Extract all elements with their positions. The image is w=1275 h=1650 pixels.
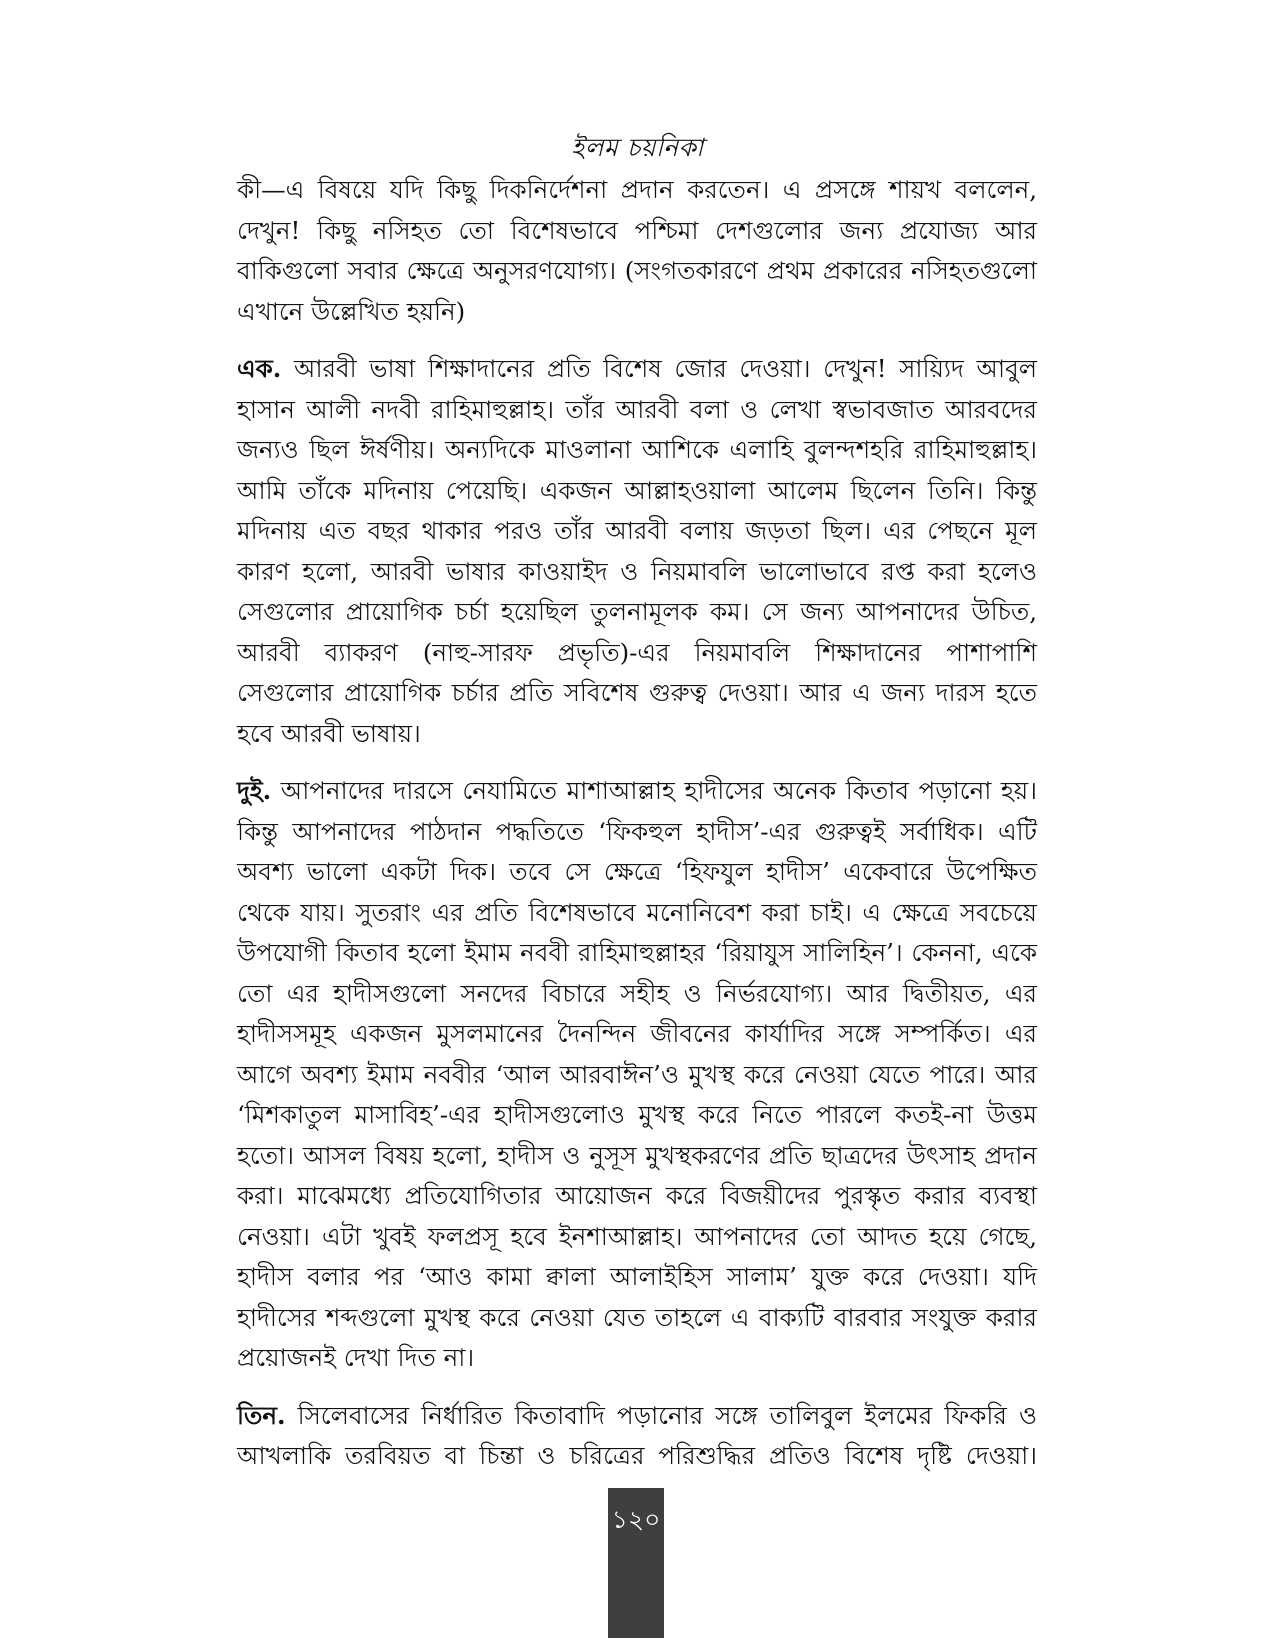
paragraph-one	[237, 349, 1037, 754]
paragraph-one-label: এক.	[237, 354, 282, 383]
paragraph-two-text: আপনাদের দারসে নেযামিতে মাশাআল্লাহ হাদীসের অনেক কিতাব পড়ানো হয়। কিন্তু আপনাদের পাঠদান পদ্ধতিতে ‘ফিকহুল হাদীস’-এর গুরুত্বই সর্বাধিক। এটি অবশ্য ভালো একটা দিক। তবে সে ক্ষেত্রে ‘হিফযুল হাদীস’ একেবারে উপেক্ষিত থেকে যায়। সুতরাং এর প্রতি বিশেষভাবে মনোনিবেশ করা চাই। এ ক্ষেত্রে সবচেয়ে উপযোগী কিতাব হলো ইমাম নববী রাহিমাহুল্লাহর ‘রিয়াযুস সালিহিন’। কেননা, একে তো এর হাদীসগুলো সনদের বিচারে সহীহ ও নির্ভরযোগ্য। আর দ্বিতীয়ত, এর হাদীসসমূহ একজন মুসলমানের দৈনন্দিন জীবনের কার্যাদির সঙ্গে সম্পর্কিত। এর আগে অবশ্য ইমাম নববীর ‘আল আরবাঈন’ও মুখস্থ করে নেওয়া যেতে পারে। আর ‘মিশকাতুল মাসাবিহ’-এর হাদীসগুলোও মুখস্থ করে নিতে পারলে কতই-না উত্তম হতো। আসল বিষয় হলো, হাদীস ও নুসূস মুখস্থকরণের প্রতি ছাত্রদের উৎসাহ প্রদান করা। মাঝেমধ্যে প্রতিযোগিতার আয়োজন করে বিজয়ীদের পুরস্কৃত করার ব্যবস্থা নেওয়া। এটা খুবই ফলপ্রসূ হবে ইনশাআল্লাহ। আপনাদের তো আদত হয়ে গেছে, হাদীস বলার পর ‘আও কামা ক্বালা আলাইহিস সালাম’ যুক্ত করে দেওয়া। যদি হাদীসের শব্দগুলো মুখস্থ করে নেওয়া যেত তাহলে এ বাক্যটি বারবার সংযুক্ত করার প্রয়োজনই দেখা দিত না।	[237, 776, 1037, 1372]
paragraph-one-text: আরবী ভাষা শিক্ষাদানের প্রতি বিশেষ জোর দেওয়া। দেখুন! সায়্যিদ আবুল হাসান আলী নদবী রাহিমাহুল্লাহ। তাঁর আরবী বলা ও লেখা স্বভাবজাত আরবদের জন্যও ছিল ঈর্ষণীয়। অন্যদিকে মাওলানা আশিকে এলাহি বুলন্দশহরি রাহিমাহুল্লাহ। আমি তাঁকে মদিনায় পেয়েছি। একজন আল্লাহওয়ালা আলেম ছিলেন তিনি। কিন্তু মদিনায় এত বছর থাকার পরও তাঁর আরবী বলায় জড়তা ছিল। এর পেছনে মূল কারণ হলো, আরবী ভাষার কাওয়াইদ ও নিয়মাবলি ভালোভাবে রপ্ত করা হলেও সেগুলোর প্রায়োগিক চর্চা হয়েছিল তুলনামূলক কম। সে জন্য আপনাদের উচিত, আরবী ব্যাকরণ (নাহু-সারফ প্রভৃতি)-এর নিয়মাবলি শিক্ষাদানের পাশাপাশি সেগুলোর প্রায়োগিক চর্চার প্রতি সবিশেষ গুরুত্ব দেওয়া। আর এ জন্য দারস হতে হবে আরবী ভাষায়।	[237, 354, 1037, 748]
paragraph-intro	[237, 170, 1037, 332]
paragraph-two	[237, 771, 1037, 1379]
paragraph-three	[237, 1396, 1037, 1477]
paragraph-intro-text: কী—এ বিষয়ে যদি কিছু দিকনির্দেশনা প্রদান করতেন। এ প্রসঙ্গে শায়খ বললেন, দেখুন! কিছু নসিহত তো বিশেষভাবে পশ্চিমা দেশগুলোর জন্য প্রযোজ্য আর বাকিগুলো সবার ক্ষেত্রে অনুসরণযোগ্য। (সংগতকারণে প্রথম প্রকারের নসিহতগুলো এখানে উল্লেখিত হয়নি)	[237, 175, 1037, 326]
running-head-title: ইলম চয়নিকা	[571, 133, 704, 162]
body-text	[237, 170, 1037, 1477]
page-number-tab	[608, 1488, 664, 1638]
paragraph-three-label: তিন.	[237, 1400, 286, 1430]
page-number: ১২০	[611, 1505, 661, 1534]
paragraph-two-label: দুই.	[237, 776, 272, 805]
paragraph-three-text: সিলেবাসের নির্ধারিত কিতাবাদি পড়ানোর সঙ্গে তালিবুল ইলমের ফিকরি ও আখলাকি তরবিয়ত বা চিন্তা ও চরিত্রের পরিশুদ্ধির প্রতিও বিশেষ দৃষ্টি দেওয়া।	[237, 1400, 1037, 1470]
